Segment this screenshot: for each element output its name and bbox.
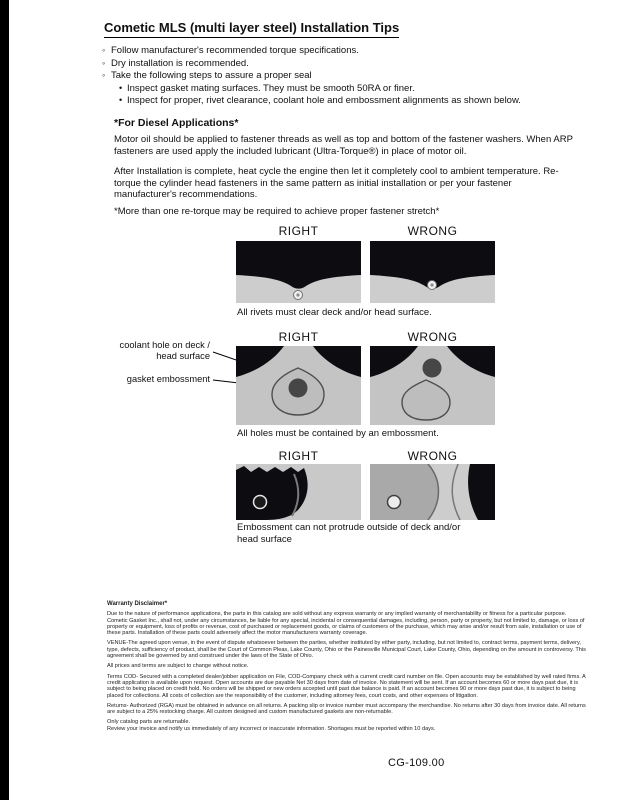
rivet-center xyxy=(296,293,299,296)
diagram-hole-right xyxy=(236,346,361,425)
list-item xyxy=(102,70,521,81)
bullet-icon: ◦ xyxy=(102,70,106,80)
catalog-page-code: CG-109.00 xyxy=(388,757,445,769)
tip-text: Take the following steps to assure a proper seal xyxy=(111,70,312,81)
list-item xyxy=(119,83,521,94)
right-label-row1: RIGHT xyxy=(278,224,319,238)
bullet-icon: ◦ xyxy=(102,57,106,68)
caption-rivets: All rivets must clear deck and/or head surface. xyxy=(237,307,432,318)
diagram-rivet-wrong xyxy=(370,241,495,303)
diagram-rivet-right xyxy=(236,241,361,303)
tip-text: Inspect for proper, rivet clearance, coolant hole and embossment alignments as shown below. xyxy=(127,95,521,106)
tip-text: Inspect gasket mating surfaces. They must be smooth 50RA or finer. xyxy=(127,82,415,94)
hole-right-illustration xyxy=(236,346,361,425)
warranty-disclaimer-heading: Warranty Disclaimer* xyxy=(107,601,168,607)
caption-embossment: Embossment can not protrude outside of deck and/or head surface xyxy=(237,522,461,545)
diagram-hole-wrong xyxy=(370,346,495,425)
warranty-disclaimer-section xyxy=(107,601,587,736)
wrong-label-row2: WRONG xyxy=(407,330,458,344)
legal-paragraph: Due to the nature of performance applications, the parts in this catalog are sold without any express warranty or any implied warranty of merchantability or fitness for a particular purpose. Cometic Gasket Inc., shall not, under any circumstances, be liable for any special, incidental or consequential damages, including, person, party or property, but not limited to, damage, or loss of property or equipment, loss of profits or revenue, cost of purchased or replacement goods, or claims of customers of the purchase, which may arise and/or result from sale, installation or use of these parts. Installation of these parts could adversely affect the motor manufacturers warranty coverage. xyxy=(107,611,585,637)
tip-text: Dry installation is recommended. xyxy=(111,57,249,69)
legal-paragraph: Returns- Authorized (RGA) must be obtained in advance on all returns. A packing slip or invoice number must accompany the merchandise. No returns after 30 days from invoice date. All returns are subject to a 25% restocking charge. All custom designed and custom manufactured gaskets are non-returnable. xyxy=(107,702,586,716)
wrong-label-row3: WRONG xyxy=(407,449,458,463)
rivet-center xyxy=(430,283,433,286)
embossment-wrong-illustration xyxy=(370,464,495,520)
hole-wrong-illustration xyxy=(370,346,495,425)
diesel-applications-heading: *For Diesel Applications* xyxy=(114,117,239,129)
retorque-note: *More than one re-torque may be required to achieve proper fastener stretch* xyxy=(114,206,440,217)
right-label-row2: RIGHT xyxy=(278,330,319,344)
heat-cycle-paragraph: After Installation is complete, heat cycle the engine then let it completely cool to ambient temperature. Re-torque the cylinder head fasteners in the same pattern as initial installation or per your fastener manufacturer's recommendations. xyxy=(114,166,559,200)
coolant-hole xyxy=(423,359,442,378)
bullet-icon: • xyxy=(119,82,123,93)
motor-oil-paragraph: Motor oil should be applied to fastener threads as well as top and bottom of the fastener washers. When ARP fasteners are used apply the included lubricant (Ultra-Torque®) in place of motor oil. xyxy=(114,134,573,157)
list-item xyxy=(102,58,521,69)
right-label-row3: RIGHT xyxy=(278,449,319,463)
rivet-wrong-illustration xyxy=(370,241,495,303)
coolant-hole xyxy=(289,379,308,398)
page-edge-strip xyxy=(0,0,9,800)
callout-coolant-hole: coolant hole on deck / head surface xyxy=(119,340,210,361)
page-title: Cometic MLS (multi layer steel) Installation Tips xyxy=(104,20,399,38)
legal-paragraph: Terms COD- Secured with a completed dealer/jobber application on File, COD-Company check with a current credit card number on file. Open accounts may be established by well rated firms. A credit application is available upon request. Open accounts are due payable Net 30 days from date of invoice. No statement will be sent. If an account becomes 60 or more days past due, it is subject to being placed on credit hold. No orders will be shipped or new orders accepted until past due balance is paid. If an account becomes 90 or more days past due, it is subject to being placed for collections. All costs of collection are the responsibility of the customer, including attorney fees, court costs, and other expenses of litigation. xyxy=(107,673,586,699)
bolt-hole xyxy=(388,496,401,509)
diagram-embossment-right xyxy=(236,464,361,520)
legal-paragraph: Only catalog parts are returnable. xyxy=(107,719,191,726)
legal-paragraph: Review your invoice and notify us immediately of any incorrect or inaccurate information. Shortages must be reported within 10 days. xyxy=(107,725,436,732)
legal-paragraph: VENUE-The agreed upon venue, in the event of dispute whatsoever between the parties, whether instituted by either party, including, but not limited to, contract terms, payment terms, delivery, type, defects, sufficiency of product, shall be the Court of Common Pleas, Lake County, Ohio or the Painesville Municipal Court, Lake County, Ohio, depending on the amount in controversy. This agreement shall be governed by and construed under the laws of the State of Ohio. xyxy=(107,640,586,660)
legal-paragraph: All prices and terms are subject to change without notice. xyxy=(107,663,249,670)
protruding-embossment xyxy=(370,464,439,520)
callout-gasket-embossment: gasket embossment xyxy=(126,374,210,384)
list-item xyxy=(119,95,521,106)
bullet-icon: • xyxy=(119,95,123,105)
diagram-embossment-wrong xyxy=(370,464,495,520)
rivet-right-illustration xyxy=(236,241,361,303)
embossment-right-illustration xyxy=(236,464,361,520)
caption-holes: All holes must be contained by an embossment. xyxy=(237,428,439,439)
bolt-hole xyxy=(254,496,267,509)
wrong-label-row1: WRONG xyxy=(407,224,458,238)
installation-tips-list xyxy=(102,45,521,108)
list-item xyxy=(102,45,521,56)
bullet-icon: ◦ xyxy=(102,45,106,55)
tip-text: Follow manufacturer's recommended torque specifications. xyxy=(111,45,359,56)
